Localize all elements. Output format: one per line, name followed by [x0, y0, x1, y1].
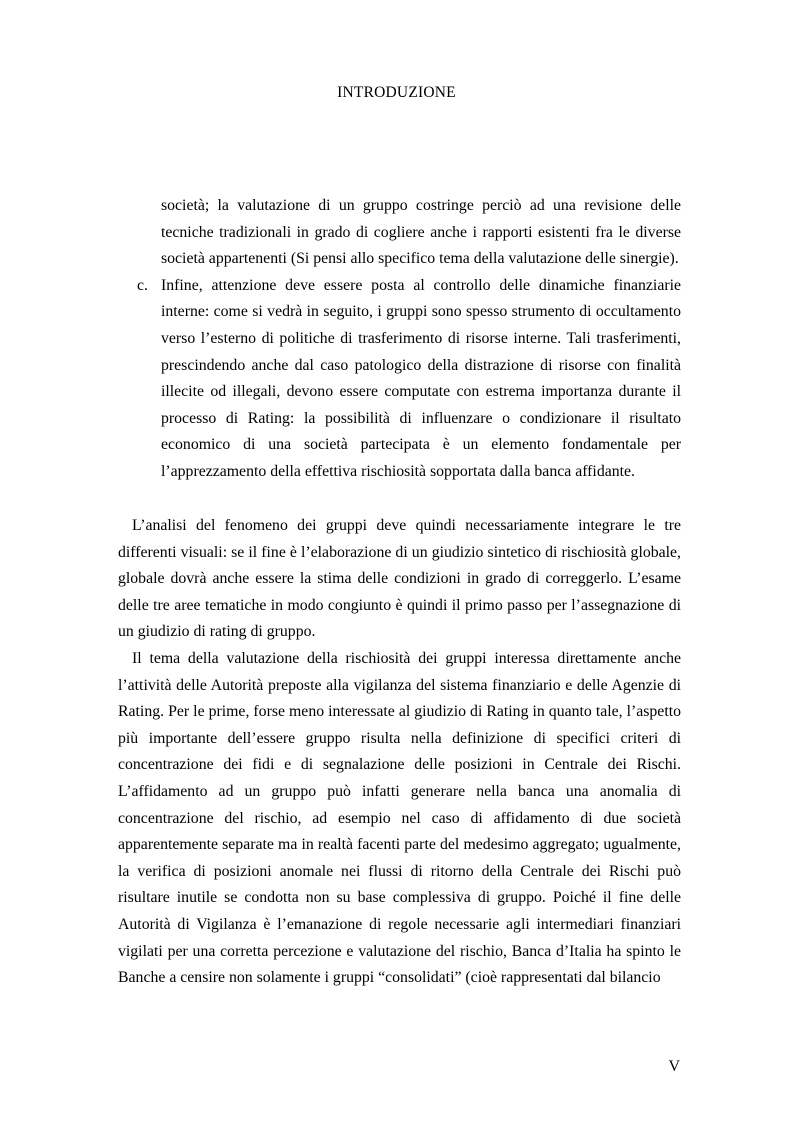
list-item-marker: c.	[137, 276, 148, 294]
list-item-text: Infine, attenzione deve essere posta al controllo delle dinamiche finanziarie interne: come si vedrà in seguito, i gruppi sono spesso strumento di occultamento verso l’esterno di politiche di trasferimento di risorse interne. Tali trasferimenti, prescindendo anche dal caso patologico della distrazione di risorse con finalità illecite od illegali, devono essere computate con estrema importanza durante il processo di Rating: la possibilità di influenzare o condizionare il risultato economico di una società partecipata è un elemento fondamentale per l’apprezzamento della effettiva rischiosità sopportata dalla banca affidante.	[161, 276, 681, 480]
list-item	[118, 273, 681, 486]
enumerated-list	[118, 193, 681, 486]
page-header-title: INTRODUZIONE	[337, 84, 456, 101]
list-item	[118, 193, 681, 273]
body-paragraph: Il tema della valutazione della rischiosità dei gruppi interessa direttamente anche l’attività delle Autorità preposte alla vigilanza del sistema finanziario e delle Agenzie di Rating. Per le prime, forse meno interessate al giudizio di Rating in quanto tale, l’aspetto più importante dell’essere gruppo risulta nella definizione di specifici criteri di concentrazione dei fidi e di segnalazione delle posizioni in Centrale dei Rischi. L’affidamento ad un gruppo può infatti generare nella banca una anomalia di concentrazione del rischio, ad esempio nel caso di affidamento di due società apparentemente separate ma in realtà facenti parte del medesimo aggregato; ugualmente, la verifica di posizioni anomale nei flussi di ritorno della Centrale dei Rischi può risultare inutile se condotta non su base complessiva di gruppo. Poiché il fine delle Autorità di Vigilanza è l’emanazione di regole necessarie agli intermediari finanziari vigilati per una corretta percezione e valutazione del rischio, Banca d’Italia ha spinto le Banche a censire non solamente i gruppi “consolidati” (cioè rappresentati dal bilancio	[118, 649, 681, 987]
body-text	[118, 513, 681, 992]
list-item-text: società; la valutazione di un gruppo costringe perciò ad una revisione delle tecniche tradizionali in grado di cogliere anche i rapporti esistenti fra le diverse società appartenenti (Si pensi allo specifico tema della valutazione delle sinergie).	[161, 197, 681, 268]
body-paragraph: L’analisi del fenomeno dei gruppi deve quindi necessariamente integrare le tre differenti visuali: se il fine è l’elaborazione di un giudizio sintetico di rischiosità globale, globale dovrà anche essere la stima delle condizioni in grado di correggerlo. L’esame delle tre aree tematiche in modo congiunto è quindi il primo passo per l’assegnazione di un giudizio di rating di gruppo.	[118, 517, 681, 641]
page-number: V	[668, 1058, 680, 1075]
